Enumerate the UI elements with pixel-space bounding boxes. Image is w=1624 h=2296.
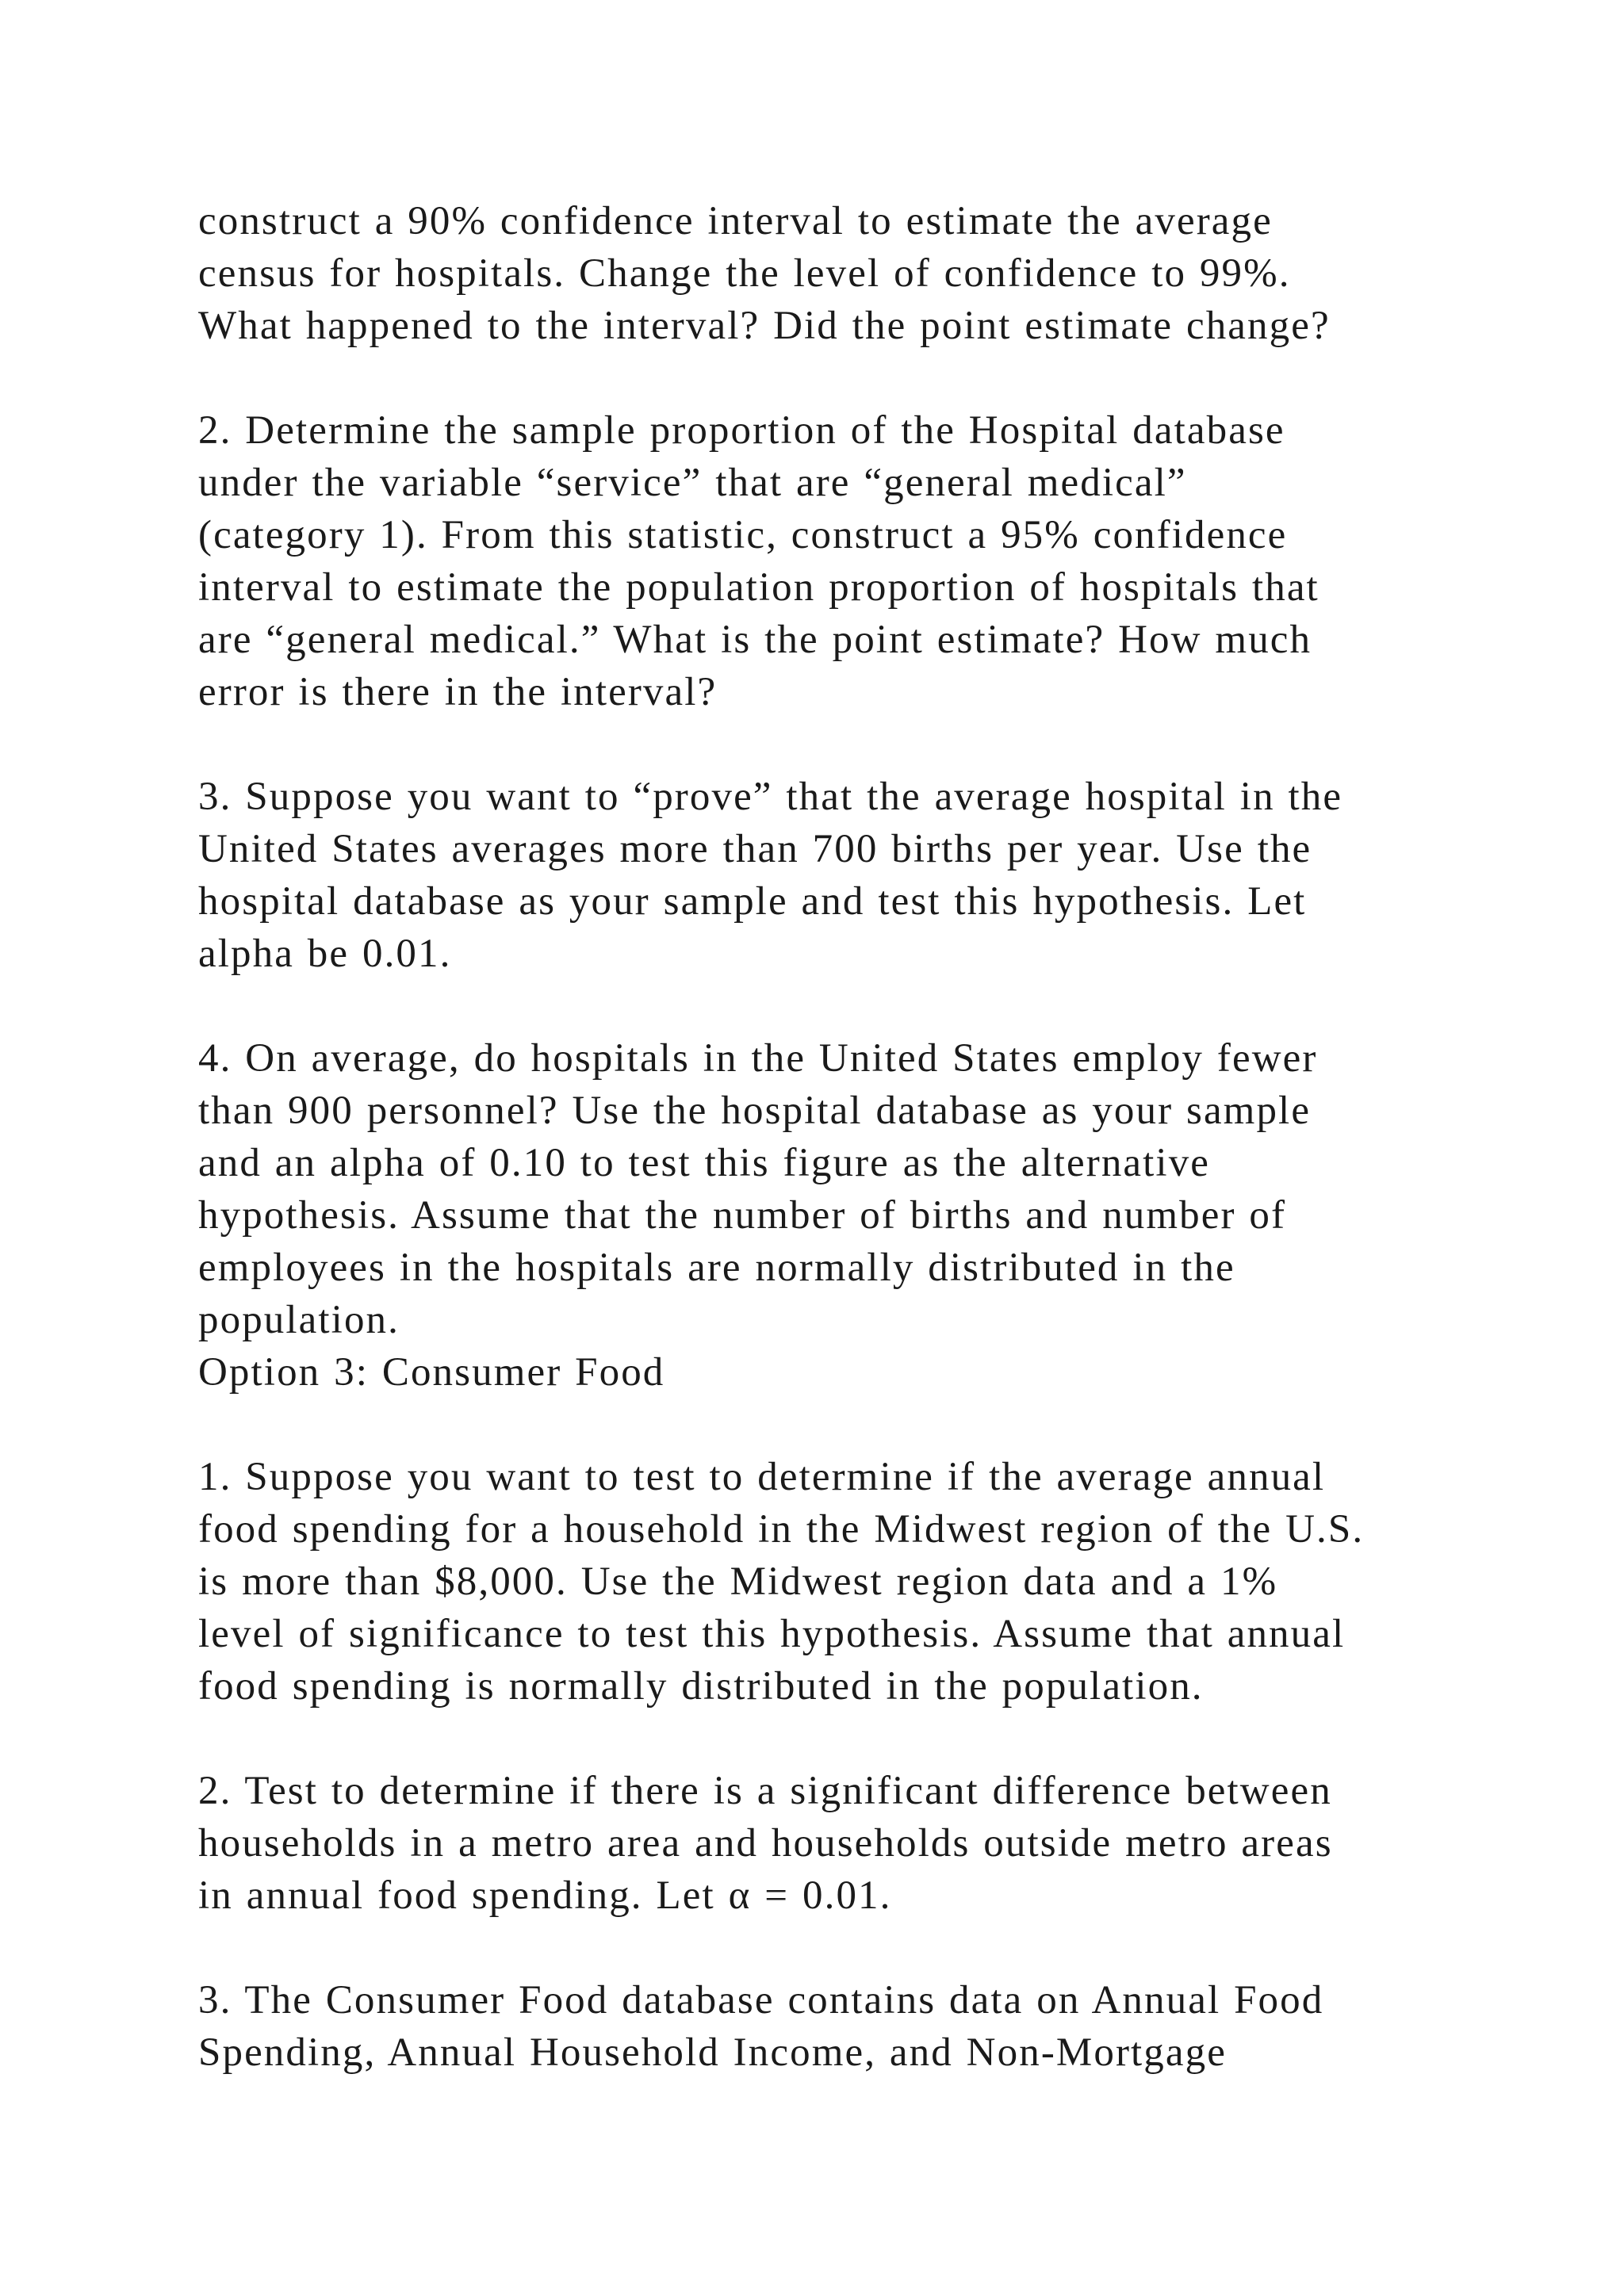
paragraph-spacer <box>198 1399 1546 1451</box>
text-line: households in a metro area and households outside metro areas <box>198 1821 1333 1866</box>
paragraph-spacer <box>198 718 1546 771</box>
text-line: 1. Suppose you want to test to determine if the average annual <box>198 1455 1326 1499</box>
hospital-question-4 <box>198 1032 1546 1399</box>
paragraph-spacer <box>198 1712 1546 1765</box>
text-line: What happened to the interval? Did the point estimate change? <box>198 304 1331 348</box>
text-line: hypothesis. Assume that the number of births and number of <box>198 1193 1287 1238</box>
food-question-2 <box>198 1765 1546 1922</box>
text-line: is more than $8,000. Use the Midwest region data and a 1% <box>198 1559 1278 1604</box>
text-line: 2. Determine the sample proportion of the Hospital database <box>198 408 1285 453</box>
section-heading: Option 3: Consumer Food <box>198 1350 665 1395</box>
food-question-3 <box>198 1974 1546 2079</box>
text-line: level of significance to test this hypothesis. Assume that annual <box>198 1612 1346 1656</box>
text-line: than 900 personnel? Use the hospital database as your sample <box>198 1089 1312 1133</box>
text-line: United States averages more than 700 births per year. Use the <box>198 827 1312 871</box>
paragraph-spacer <box>198 1922 1546 1974</box>
text-line: 3. Suppose you want to “prove” that the average hospital in the <box>198 775 1343 819</box>
text-line: 2. Test to determine if there is a significant difference between <box>198 1769 1332 1813</box>
text-line: are “general medical.” What is the point estimate? How much <box>198 618 1312 662</box>
text-line: population. <box>198 1298 400 1342</box>
text-line: food spending for a household in the Midwest region of the U.S. <box>198 1507 1365 1552</box>
food-question-1 <box>198 1451 1546 1712</box>
text-line: hospital database as your sample and test this hypothesis. Let <box>198 879 1307 924</box>
text-line: 4. On average, do hospitals in the United States employ fewer <box>198 1036 1318 1081</box>
paragraph-spacer <box>198 352 1546 404</box>
text-line: food spending is normally distributed in the population. <box>198 1664 1204 1709</box>
text-line: under the variable “service” that are “general medical” <box>198 461 1187 505</box>
hospital-question-3 <box>198 771 1546 980</box>
text-line: Spending, Annual Household Income, and Non-Mortgage <box>198 2030 1227 2075</box>
text-line: 3. The Consumer Food database contains data on Annual Food <box>198 1978 1324 2022</box>
paragraph-spacer <box>198 980 1546 1032</box>
text-line: and an alpha of 0.10 to test this figure as the alternative <box>198 1141 1211 1185</box>
text-line: (category 1). From this statistic, construct a 95% confidence <box>198 513 1288 557</box>
text-line: employees in the hospitals are normally distributed in the <box>198 1246 1235 1290</box>
text-line: interval to estimate the population proportion of hospitals that <box>198 565 1320 610</box>
text-line: alpha be 0.01. <box>198 932 452 976</box>
hospital-question-2 <box>198 404 1546 718</box>
intro-paragraph <box>198 195 1546 352</box>
document-text <box>198 195 1546 2079</box>
text-line: census for hospitals. Change the level of confidence to 99%. <box>198 251 1291 296</box>
text-line: error is there in the interval? <box>198 670 718 714</box>
text-line: in annual food spending. Let α = 0.01. <box>198 1873 892 1918</box>
text-line: construct a 90% confidence interval to estimate the average <box>198 199 1273 243</box>
